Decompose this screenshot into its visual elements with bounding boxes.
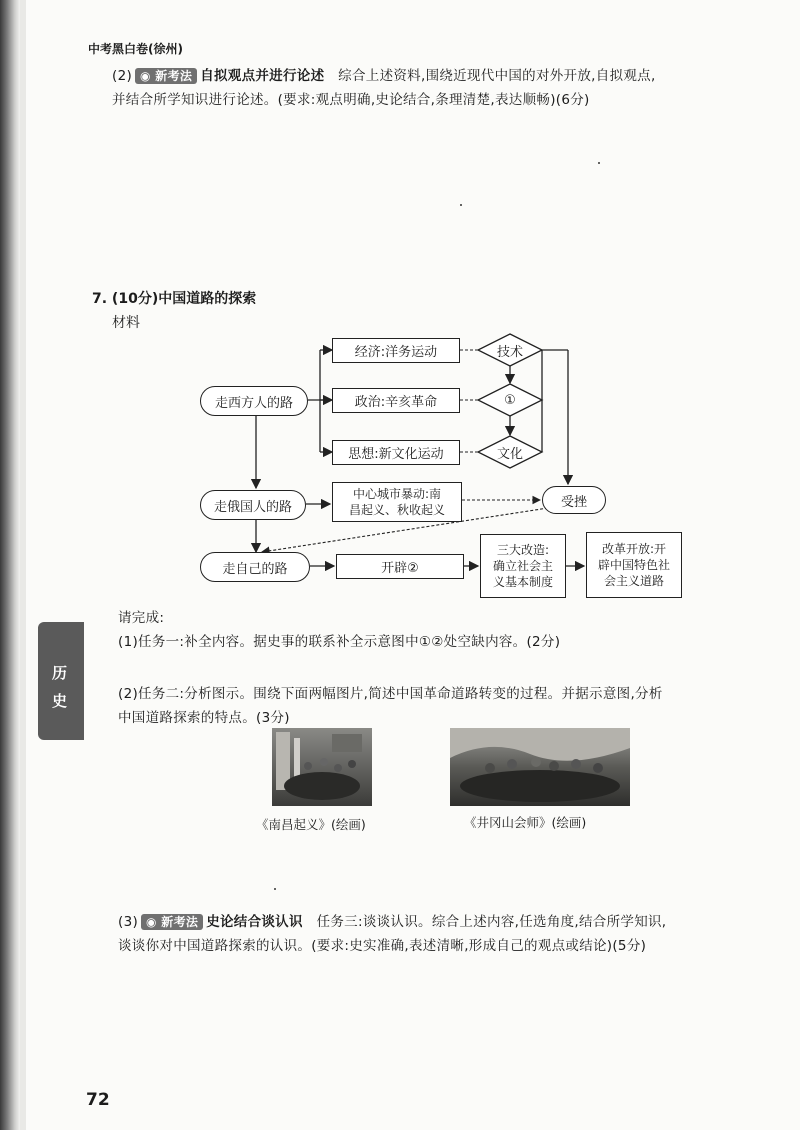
task3-line2: 谈谈你对中国道路探索的认识。(要求:史实准确,表述清晰,形成自己的观点或结论)(5分) bbox=[118, 938, 647, 954]
node-russia-road: 走俄国人的路 bbox=[200, 490, 306, 520]
page-number: 72 bbox=[86, 1090, 110, 1110]
q6-part2-line2: 并结合所学知识进行论述。(要求:观点明确,史论结合,条理清楚,表达顺畅)(6分) bbox=[112, 92, 590, 108]
q7-title: 7. (10分)中国道路的探索 bbox=[92, 291, 257, 307]
page-header: 中考黑白卷(徐州) bbox=[88, 42, 183, 56]
task3-text1: 任务三:谈谈认识。综合上述内容,任选角度,结合所学知识, bbox=[316, 914, 667, 930]
node-reform-opening: 改革开放:开 辟中国特色社 会主义道路 bbox=[586, 532, 682, 598]
node-west-road: 走西方人的路 bbox=[200, 386, 308, 416]
speck bbox=[274, 888, 276, 890]
task2-line1: (2)任务二:分析图示。围绕下面两幅图片,简述中国革命道路转变的过程。并据示意图,分析 bbox=[118, 686, 663, 702]
task2-line2: 中国道路探索的特点。(3分) bbox=[118, 710, 290, 726]
node-own-road: 走自己的路 bbox=[200, 552, 310, 582]
task3-number: (3) bbox=[118, 914, 139, 930]
node-blank-1: ① bbox=[504, 392, 516, 408]
jinggangshan-meeting-painting bbox=[450, 728, 630, 806]
task3-title: 史论结合谈认识 bbox=[206, 914, 303, 930]
new-method-badge: ◉ 新考法 bbox=[135, 68, 197, 84]
side-tab-char-2: 史 bbox=[52, 692, 68, 710]
new-method-badge: ◉ 新考法 bbox=[141, 914, 203, 930]
q6-part2-number: (2) bbox=[112, 68, 133, 84]
node-technology: 技术 bbox=[496, 344, 523, 360]
prompt-text: 请完成: bbox=[118, 610, 165, 626]
material-label: 材料 bbox=[112, 315, 140, 331]
task3-line1 bbox=[118, 910, 666, 930]
node-culture: 文化 bbox=[496, 446, 523, 462]
jinggangshan-caption: 《井冈山会师》(绘画) bbox=[464, 815, 587, 830]
q6-part2-text1: 综合上述资料,围绕近现代中国的对外开放,自拟观点, bbox=[338, 68, 656, 84]
subject-side-tab bbox=[38, 622, 84, 740]
nanchang-uprising-painting bbox=[272, 728, 372, 806]
nanchang-caption: 《南昌起义》(绘画) bbox=[256, 817, 366, 832]
node-three-reforms: 三大改造: 确立社会主 义基本制度 bbox=[480, 534, 566, 598]
node-blank-2: 开辟② bbox=[336, 554, 464, 579]
q6-part2-title: 自拟观点并进行论述 bbox=[200, 68, 325, 84]
node-politics: 政治:辛亥革命 bbox=[332, 388, 460, 413]
side-tab-char-1: 历 bbox=[52, 664, 68, 682]
task1-text: (1)任务一:补全内容。据史事的联系补全示意图中①②处空缺内容。(2分) bbox=[118, 634, 561, 650]
node-uprising: 中心城市暴动:南 昌起义、秋收起义 bbox=[332, 482, 462, 522]
node-economy: 经济:洋务运动 bbox=[332, 338, 460, 363]
node-failure: 受挫 bbox=[542, 486, 606, 514]
node-thought: 思想:新文化运动 bbox=[332, 440, 460, 465]
